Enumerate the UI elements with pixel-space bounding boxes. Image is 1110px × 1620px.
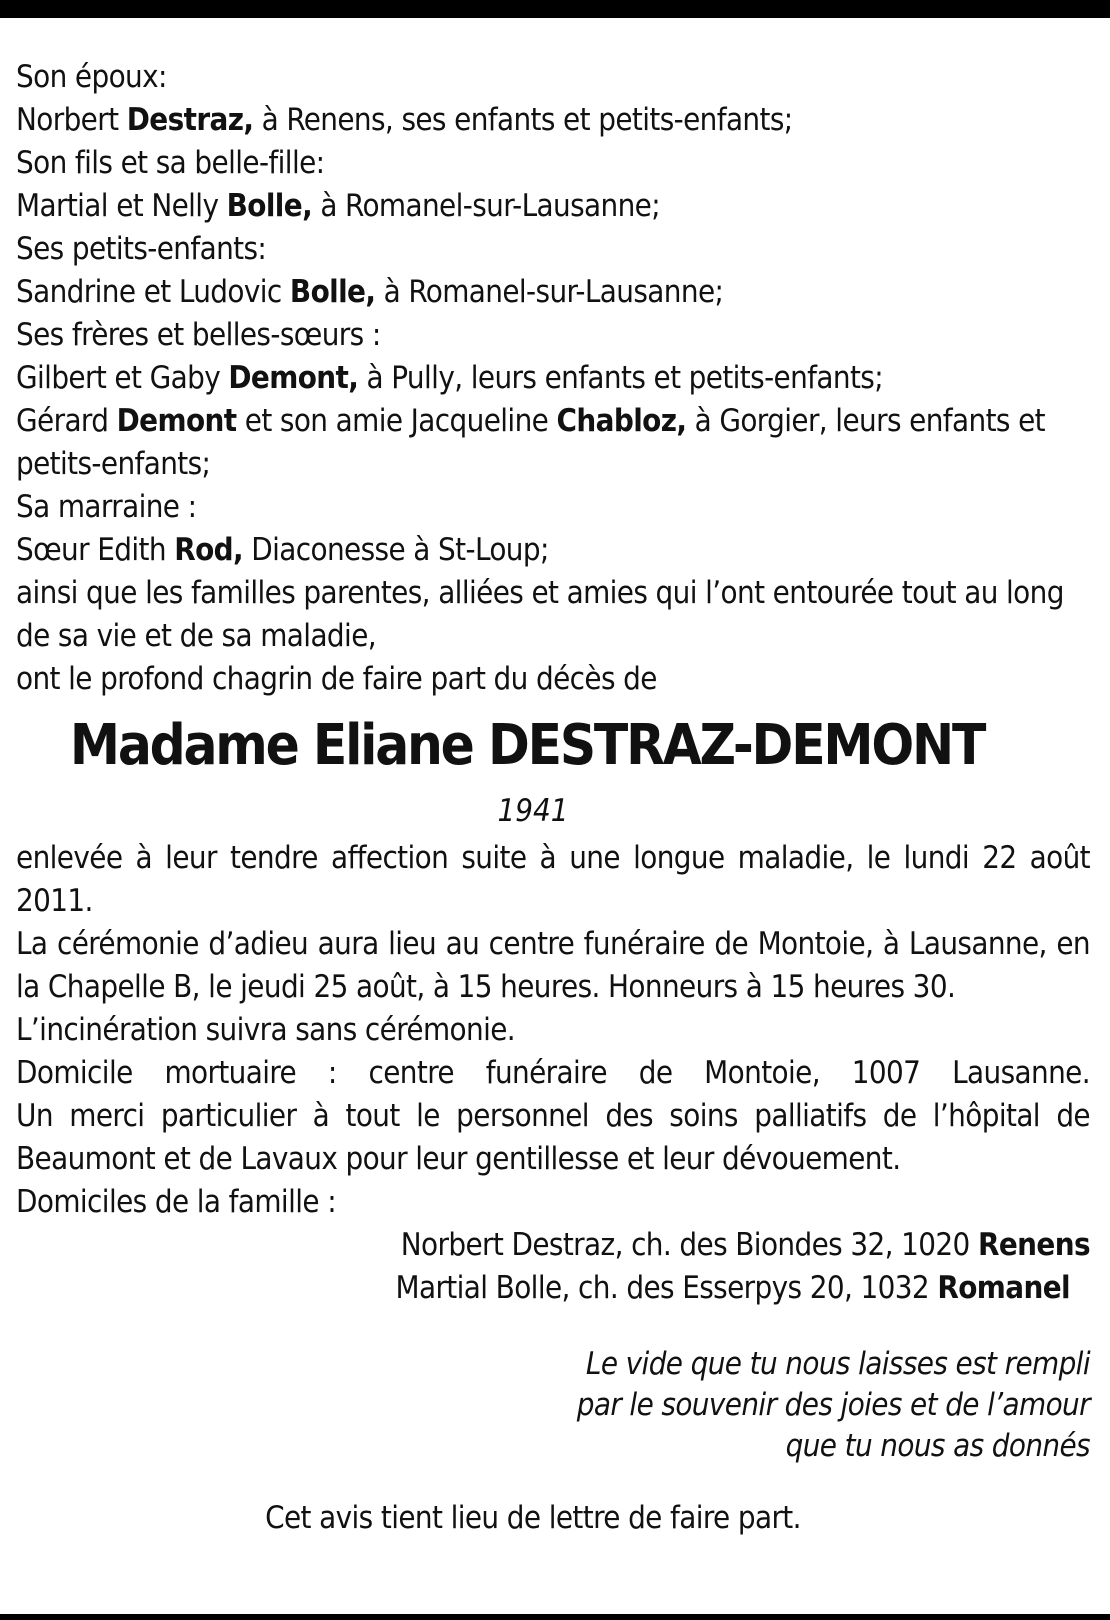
line-sibling-2 — [16, 400, 1090, 486]
text: Martial et Nelly — [16, 188, 227, 224]
text: et son amie Jacqueline — [236, 403, 557, 439]
line-son — [16, 185, 1090, 228]
death-notice — [16, 56, 1090, 1540]
text: Norbert — [16, 102, 127, 138]
paragraph-mortuary: Domicile mortuaire : centre funéraire de Montoie, 1007 Lausanne. — [16, 1055, 1090, 1091]
paragraph-thanks: Un merci particulier à tout le personnel des soins palliatifs de l’hôpital de Beaumont et de Lavaux pour leur gentillesse et leur dévouement. — [16, 1098, 1090, 1177]
line-spouse-heading: Son époux: — [16, 59, 167, 95]
poem-line: par le souvenir des joies et de l’amour — [576, 1387, 1090, 1423]
text: à Renens, ses enfants et petits-enfants; — [253, 102, 793, 138]
poem-line: Le vide que tu nous laisses est rempli — [585, 1346, 1090, 1382]
line-son-heading: Son fils et sa belle-fille: — [16, 145, 325, 181]
paragraph-family-homes: Domiciles de la famille : — [16, 1184, 337, 1220]
surname: Demont, — [228, 360, 359, 396]
address-text: Norbert Destraz, ch. des Biondes 32, 1020 — [400, 1227, 978, 1263]
text: Diaconesse à St-Loup; — [243, 532, 549, 568]
text: à Romanel-sur-Lausanne; — [375, 274, 724, 310]
line-grandchildren-heading: Ses petits-enfants: — [16, 231, 267, 267]
line-sibling-1 — [16, 357, 1090, 400]
line-godmother — [16, 529, 1090, 572]
line-announcement: ont le profond chagrin de faire part du décès de — [16, 661, 657, 697]
text: Gérard — [16, 403, 117, 439]
deceased-name: Madame Eliane DESTRAZ-DEMONT — [69, 713, 985, 778]
poem — [16, 1344, 1090, 1467]
paragraph-passing: enlevée à leur tendre affection suite à une longue maladie, le lundi 22 août 2011. — [16, 840, 1090, 919]
surname: Bolle, — [226, 188, 313, 224]
address-text: Martial Bolle, ch. des Esserpys 20, 1032 — [395, 1270, 938, 1306]
line-relatives: ainsi que les familles parentes, alliées et amies qui l’ont entourée tout au long de sa vie et de sa maladie, — [16, 575, 1064, 654]
text: Gilbert et Gaby — [16, 360, 229, 396]
top-border-rule — [0, 0, 1110, 18]
surname: Destraz, — [126, 102, 254, 138]
line-godmother-heading: Sa marraine : — [16, 489, 197, 525]
text: Sœur Edith — [16, 532, 175, 568]
text: à Romanel-sur-Lausanne; — [312, 188, 661, 224]
address-city: Renens — [977, 1227, 1090, 1263]
line-grandchildren — [16, 271, 1090, 314]
surname: Bolle, — [289, 274, 376, 310]
line-spouse — [16, 99, 1090, 142]
surname: Rod, — [174, 532, 243, 568]
surname: Demont — [116, 403, 237, 439]
text: Sandrine et Ludovic — [16, 274, 290, 310]
line-siblings-heading: Ses frères et belles-sœurs : — [16, 317, 381, 353]
footer-note: Cet avis tient lieu de lettre de faire part. — [265, 1500, 801, 1536]
text: à Gorgier, leurs enfants et petits-enfants; — [16, 403, 1045, 482]
text: à Pully, leurs enfants et petits-enfants; — [358, 360, 884, 396]
poem-line: que tu nous as donnés — [785, 1428, 1090, 1464]
bottom-border-rule — [0, 1614, 1110, 1620]
surname: Chabloz, — [556, 403, 687, 439]
paragraph-incineration: L’incinération suivra sans cérémonie. — [16, 1012, 516, 1048]
address-1 — [16, 1224, 1090, 1267]
deceased-year: 1941 — [497, 793, 569, 829]
address-city: Romanel — [937, 1270, 1070, 1306]
paragraph-ceremony: La cérémonie d’adieu aura lieu au centre funéraire de Montoie, à Lausanne, en la Chapelle B, le jeudi 25 août, à 15 heures. Honneurs à 15 heures 30. — [16, 926, 1090, 1005]
address-2 — [16, 1267, 1090, 1310]
